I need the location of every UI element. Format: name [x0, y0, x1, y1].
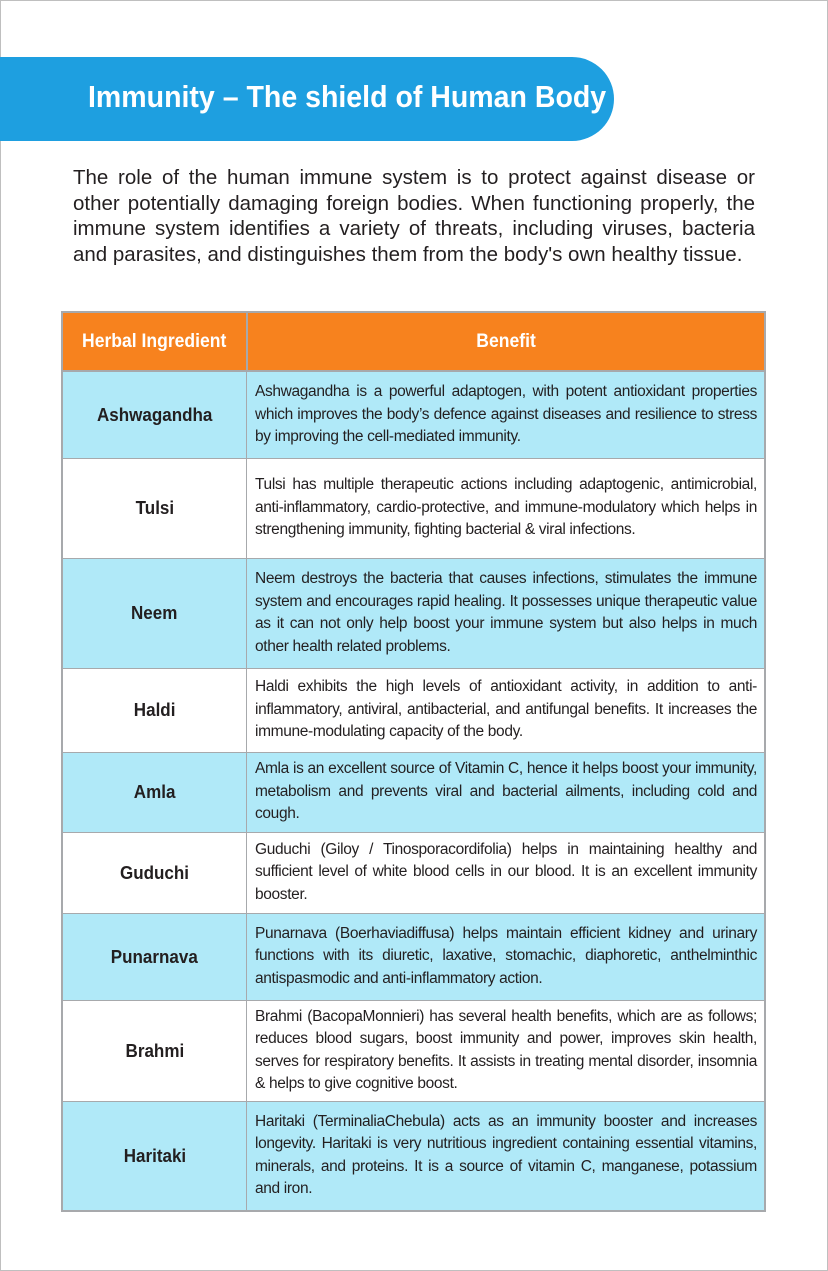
table-header-row: [62, 312, 765, 371]
title-banner: [0, 57, 614, 141]
table-row: [62, 913, 765, 1000]
herbs-table: [61, 311, 766, 1212]
ingredient-name: Punarnava: [62, 913, 247, 1000]
ingredient-name: Guduchi: [62, 832, 247, 913]
ingredient-name: Tulsi: [62, 458, 247, 558]
ingredient-benefit: Amla is an excellent source of Vitamin C, hence it helps boost your immunity, metabolism and prevents viral and bacterial ailments, including cold and cough.: [247, 752, 766, 832]
ingredient-benefit: Tulsi has multiple therapeutic actions including adaptogenic, antimicrobial, anti-inflammatory, cardio-protective, and immune-modulatory which helps in strengthening immunity, fighting bacterial & viral infections.: [247, 458, 766, 558]
ingredient-name: Haldi: [62, 668, 247, 752]
intro-paragraph: The role of the human immune system is to protect against disease or other potentially damaging foreign bodies. When functioning properly, the immune system identifies a variety of threats, including viruses, bacteria and parasites, and distinguishes them from the body's own healthy tissue.: [73, 166, 755, 266]
ingredient-benefit: Neem destroys the bacteria that causes infections, stimulates the immune system and encourages rapid healing. It possesses unique therapeutic value as it can not only help boost your immune system but also helps in much other health related problems.: [247, 558, 766, 668]
ingredient-benefit: Brahmi (BacopaMonnieri) has several health benefits, which are as follows; reduces blood sugars, boost immunity and power, improves skin health, serves for respiratory benefits. It assists in treating mental disorder, insomnia & helps to give cognitive boost.: [247, 1000, 766, 1101]
table-row: [62, 1101, 765, 1211]
table-row: [62, 752, 765, 832]
page-title: Immunity – The shield of Human Body: [88, 79, 607, 114]
ingredient-benefit: Punarnava (Boerhaviadiffusa) helps maintain efficient kidney and urinary functions with its diuretic, laxative, stomachic, diaphoretic, anthelminthic antispasmodic and anti-inflammatory action.: [247, 913, 766, 1000]
table-row: [62, 371, 765, 458]
ingredient-name: Amla: [62, 752, 247, 832]
table-row: [62, 1000, 765, 1101]
table-row: [62, 832, 765, 913]
ingredient-name: Haritaki: [62, 1101, 247, 1211]
ingredient-name: Ashwagandha: [62, 371, 247, 458]
ingredient-name: Brahmi: [62, 1000, 247, 1101]
ingredient-benefit: Haldi exhibits the high levels of antioxidant activity, in addition to anti-inflammatory, antiviral, antibacterial, and antifungal benefits. It increases the immune-modulating capacity of the body.: [247, 668, 766, 752]
ingredient-benefit: Guduchi (Giloy / Tinosporacordifolia) helps in maintaining healthy and sufficient level of white blood cells in our blood. It is an excellent immunity booster.: [247, 832, 766, 913]
ingredient-benefit: Haritaki (TerminaliaChebula) acts as an immunity booster and increases longevity. Haritaki is very nutritious ingredient containing essential vitamins, minerals, and proteins. It is a source of vitamin C, manganese, potassium and iron.: [247, 1101, 766, 1211]
ingredient-benefit: Ashwagandha is a powerful adaptogen, with potent antioxidant properties which improves the body’s defence against diseases and resilience to stress by improving the cell-mediated immunity.: [247, 371, 766, 458]
table-row: [62, 558, 765, 668]
table-row: [62, 458, 765, 558]
table-row: [62, 668, 765, 752]
column-header-ingredient: Herbal Ingredient: [62, 312, 247, 371]
ingredient-name: Neem: [62, 558, 247, 668]
column-header-benefit: Benefit: [247, 312, 766, 371]
